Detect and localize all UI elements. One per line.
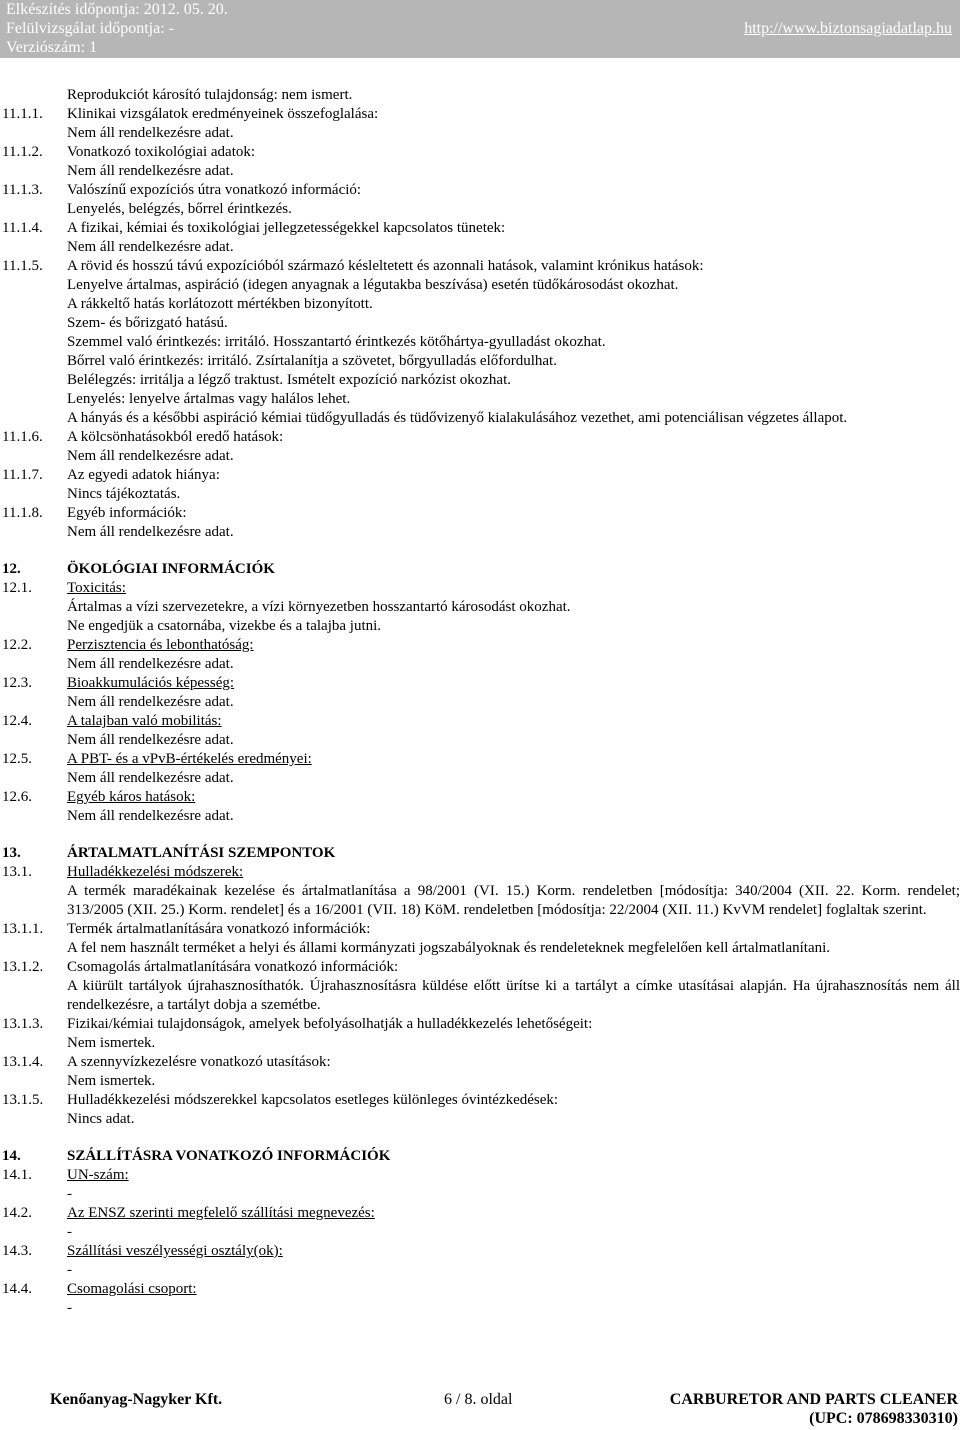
section-number: 14.	[2, 1148, 21, 1164]
text-line: Nem áll rendelkezésre adat.	[67, 656, 234, 672]
review-date: Felülvizsgálat időpontja: -	[6, 20, 174, 37]
subsection-12-3	[0, 674, 960, 693]
subsection-14-1	[0, 1166, 960, 1185]
item-number: 13.1.2.	[2, 959, 44, 975]
item-title: A PBT- és a vPvB-értékelés eredményei:	[67, 751, 312, 767]
item-number: 12.1.	[2, 580, 32, 596]
item-number: 11.1.5.	[2, 258, 43, 274]
subsection-13-1	[0, 863, 960, 882]
section-title: ÁRTALMATLANÍTÁSI SZEMPONTOK	[67, 845, 336, 861]
subsection-11-1-3	[0, 181, 960, 200]
document-header	[0, 0, 960, 58]
text-line: Szem- és bőrizgató hatású.	[67, 315, 228, 331]
text-line: Nem áll rendelkezésre adat.	[67, 808, 234, 824]
text-line: Nincs tájékoztatás.	[67, 486, 181, 502]
item-title: A kölcsönhatásokból eredő hatások:	[67, 429, 284, 445]
item-number: 14.2.	[2, 1205, 32, 1221]
subsection-11-1-4	[0, 219, 960, 238]
item-number: 11.1.1.	[2, 106, 43, 122]
section-number: 13.	[2, 845, 21, 861]
subsection-11-1-2	[0, 143, 960, 162]
subsection-12-2	[0, 636, 960, 655]
item-title: Bioakkumulációs képesség:	[67, 675, 235, 691]
subsection-11-1-7	[0, 466, 960, 485]
text-line: Nem áll rendelkezésre adat.	[67, 239, 234, 255]
item-title: A rövid és hosszú távú expozícióból származó késleltetett és azonnali hatások, valamint krónikus hatások:	[67, 258, 704, 274]
item-number: 13.1.5.	[2, 1092, 44, 1108]
item-number: 12.2.	[2, 637, 32, 653]
section-title: ÖKOLÓGIAI INFORMÁCIÓK	[67, 561, 275, 577]
section-heading-13	[0, 844, 960, 863]
subsection-11-1-5	[0, 257, 960, 276]
item-title: A szennyvízkezelésre vonatkozó utasítások:	[67, 1054, 331, 1070]
item-number: 11.1.6.	[2, 429, 43, 445]
text-line: Nem áll rendelkezésre adat.	[67, 770, 234, 786]
subsection-12-6	[0, 788, 960, 807]
item-title: Termék ártalmatlanítására vonatkozó információk:	[67, 921, 371, 937]
document-body	[0, 86, 960, 1318]
product-name: CARBURETOR AND PARTS CLEANER	[669, 1391, 958, 1408]
item-title: Hulladékkezelési módszerek:	[67, 864, 244, 880]
subsection-12-4	[0, 712, 960, 731]
item-title: Az egyedi adatok hiánya:	[67, 467, 220, 483]
text-line: Nem áll rendelkezésre adat.	[67, 163, 234, 179]
item-title: Egyéb információk:	[67, 505, 187, 521]
subsection-11-1-6	[0, 428, 960, 447]
item-number: 14.3.	[2, 1243, 32, 1259]
text-line: Ne engedjük a csatornába, vizekbe és a talajba jutni.	[67, 618, 382, 634]
text-line: Nem áll rendelkezésre adat.	[67, 732, 234, 748]
section-heading-14	[0, 1147, 960, 1166]
text-line: Bőrrel való érintkezés: irritáló. Zsírtalanítja a szövetet, bőrgyulladás előfordulhat.	[67, 353, 557, 369]
version: Verziószám: 1	[6, 39, 98, 56]
text-line: Reprodukciót károsító tulajdonság: nem ismert.	[67, 87, 353, 103]
item-number: 11.1.8.	[2, 505, 43, 521]
item-number: 11.1.2.	[2, 144, 43, 160]
paragraph: A fel nem használt terméket a helyi és állami kormányzati jogszabályoknak és rendeleteknek megfelelően kell ártalmatlanítani.	[67, 940, 831, 956]
item-title: Egyéb káros hatások:	[67, 789, 196, 805]
section-number: 12.	[2, 561, 21, 577]
text-line: Nem áll rendelkezésre adat.	[67, 524, 234, 540]
item-number: 12.5.	[2, 751, 32, 767]
text-line: Nem áll rendelkezésre adat.	[67, 694, 234, 710]
product-info	[670, 1390, 958, 1428]
item-title: Fizikai/kémiai tulajdonságok, amelyek befolyásolhatják a hulladékkezelés lehetőségeit:	[67, 1016, 593, 1032]
item-title: UN-szám:	[67, 1167, 129, 1183]
subsection-13-1-2	[0, 958, 960, 977]
item-number: 13.1.3.	[2, 1016, 44, 1032]
item-title: Csomagolási csoport:	[67, 1281, 197, 1297]
item-number: 12.3.	[2, 675, 32, 691]
item-title: Toxicitás:	[67, 580, 126, 596]
subsection-13-1-5	[0, 1091, 960, 1110]
text-line: Nem ismertek.	[67, 1073, 156, 1089]
text-line: Nem ismertek.	[67, 1035, 156, 1051]
section-heading-12	[0, 560, 960, 579]
item-title: Szállítási veszélyességi osztály(ok):	[67, 1243, 283, 1259]
subsection-12-5	[0, 750, 960, 769]
subsection-12-1	[0, 579, 960, 598]
text-line: Nincs adat.	[67, 1111, 135, 1127]
item-title: Vonatkozó toxikológiai adatok:	[67, 144, 256, 160]
item-title: Klinikai vizsgálatok eredményeinek összefoglalása:	[67, 106, 379, 122]
item-title: Hulladékkezelési módszerekkel kapcsolatos esetleges különleges óvintézkedések:	[67, 1092, 559, 1108]
text-line: Ártalmas a vízi szervezetekre, a vízi környezetben hosszantartó károsodást okozhat.	[67, 599, 571, 615]
website-link[interactable]: http://www.biztonsagiadatlap.hu	[744, 20, 952, 37]
text-line: Szemmel való érintkezés: irritáló. Hosszantartó érintkezés kötőhártya-gyulladást okozhat.	[67, 334, 606, 350]
item-number: 14.4.	[2, 1281, 32, 1297]
product-upc: (UPC: 078698330310)	[809, 1410, 958, 1427]
item-number: 14.1.	[2, 1167, 32, 1183]
text-line: A hányás és a későbbi aspiráció kémiai tüdőgyulladás és tüdővizenyő kialakulásához vezethet, ami potenciálisan végzetes állapot.	[67, 410, 848, 426]
item-number: 13.1.4.	[2, 1054, 44, 1070]
item-number: 12.4.	[2, 713, 32, 729]
item-title: A fizikai, kémiai és toxikológiai jellegzetességekkel kapcsolatos tünetek:	[67, 220, 506, 236]
text-line: Lenyelve ártalmas, aspiráció (idegen anyagnak a légutakba beszívása) esetén tüdőkárosodást okozhat.	[67, 277, 679, 293]
company-name: Kenőanyag-Nagyker Kft.	[50, 1391, 223, 1408]
text-line: A rákkeltő hatás korlátozott mértékben bizonyított.	[67, 296, 373, 312]
subsection-14-4	[0, 1280, 960, 1299]
text-line: Lenyelés, belégzés, bőrrel érintkezés.	[67, 201, 292, 217]
paragraph: A termék maradékainak kezelése és ártalmatlanítása a 98/2001 (VI. 15.) Korm. rendeletben [módosítja: 340/2004 (XII. 22. Korm. rendelet; 313/2005 (XII. 25.) Korm. rendelet] és a 16/2001 (VII. 18) KöM. rendeletben [módosítja: 22/2004 (XII. 11.) KvVM rendelet] foglaltak szerint.	[67, 883, 960, 918]
item-number: 13.1.	[2, 864, 32, 880]
text-line: Nem áll rendelkezésre adat.	[67, 448, 234, 464]
document-footer	[0, 1390, 960, 1430]
subsection-13-1-1	[0, 920, 960, 939]
subsection-14-3	[0, 1242, 960, 1261]
paragraph: A kiürült tartályok újrahasznosíthatók. Újrahasznosításra küldése előtt ürítse ki a tartályt a címke utasításai alapján. Ha újrahasznosítás nem áll rendelkezésre, a tartályt dobja a szemétbe.	[67, 978, 960, 1013]
section-title: SZÁLLÍTÁSRA VONATKOZÓ INFORMÁCIÓK	[67, 1148, 391, 1164]
item-title: Perzisztencia és lebonthatóság:	[67, 637, 254, 653]
text-line: Nem áll rendelkezésre adat.	[67, 125, 234, 141]
subsection-11-1-8	[0, 504, 960, 523]
text-line: -	[67, 1300, 72, 1316]
item-title: Az ENSZ szerinti megfelelő szállítási megnevezés:	[67, 1205, 375, 1221]
item-number: 11.1.4.	[2, 220, 43, 236]
item-number: 13.1.1.	[2, 921, 44, 937]
text-line: -	[67, 1224, 72, 1240]
item-title: A talajban való mobilitás:	[67, 713, 222, 729]
page-number: 6 / 8. oldal	[444, 1391, 513, 1408]
subsection-13-1-4	[0, 1053, 960, 1072]
subsection-13-1-3	[0, 1015, 960, 1034]
text-line: -	[67, 1262, 72, 1278]
prep-date: Elkészítés időpontja: 2012. 05. 20.	[6, 1, 228, 18]
item-number: 12.6.	[2, 789, 32, 805]
item-title: Csomagolás ártalmatlanítására vonatkozó információk:	[67, 959, 399, 975]
item-title: Valószínű expozíciós útra vonatkozó információ:	[67, 182, 362, 198]
item-number: 11.1.3.	[2, 182, 43, 198]
subsection-11-1-1	[0, 105, 960, 124]
text-line: -	[67, 1186, 72, 1202]
item-number: 11.1.7.	[2, 467, 43, 483]
subsection-14-2	[0, 1204, 960, 1223]
text-line: Lenyelés: lenyelve ártalmas vagy halálos lehet.	[67, 391, 351, 407]
text-line: Belélegzés: irritálja a légző traktust. Ismételt expozíció narkózist okozhat.	[67, 372, 512, 388]
